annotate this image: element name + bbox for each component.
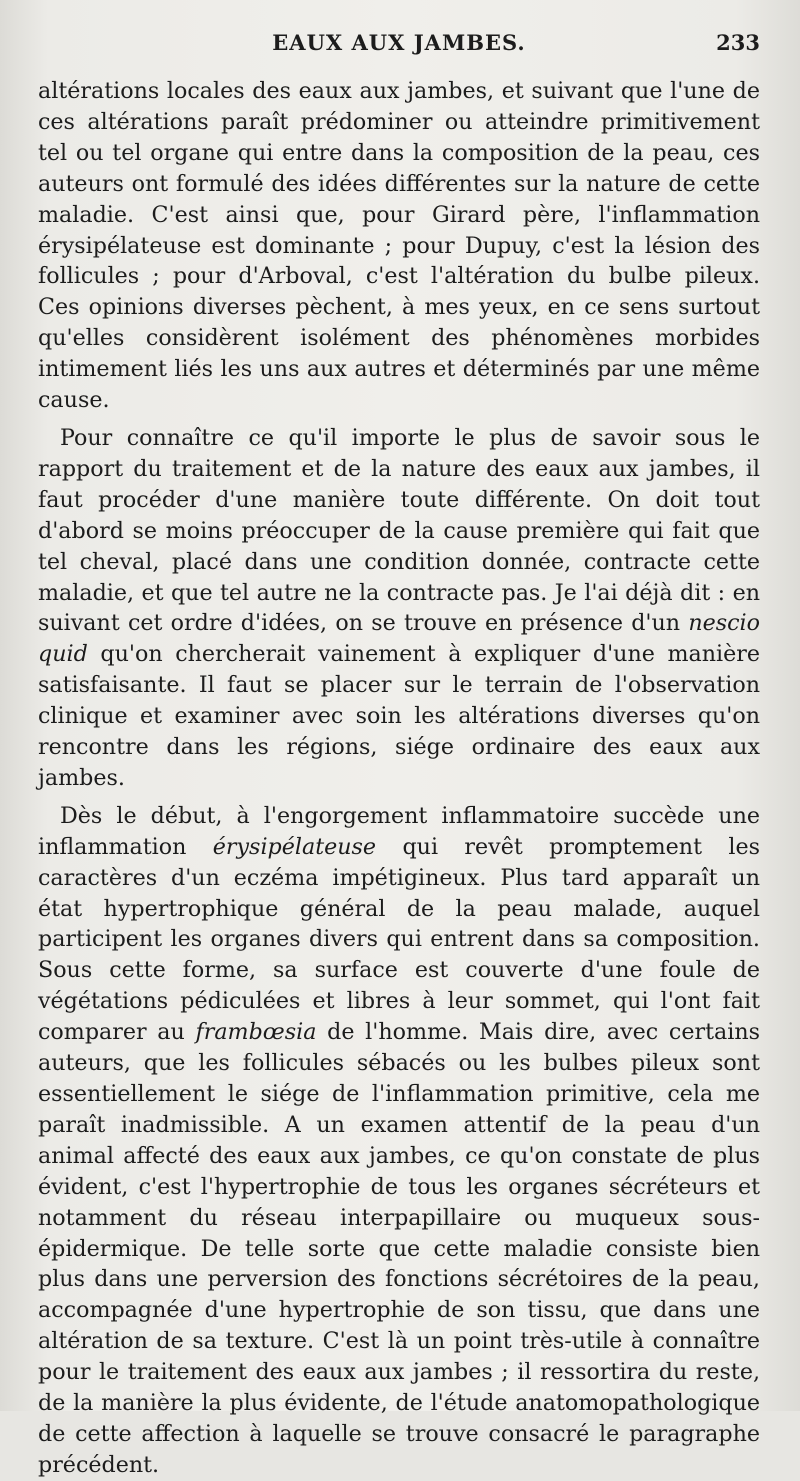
- page-header: [38, 30, 760, 60]
- paragraph-2: [38, 423, 760, 794]
- text-segment: Pour connaître ce qu'il importe le plus de savoir sous le rapport du traitement et de la nature des eaux aux jambes, il faut procéder d'une manière toute différente. On doit tout d'abord se moins préoccuper de la cause première qui fait que tel cheval, placé dans une condition donnée, contracte cette maladie, et que tel autre ne la contracte pas. Je l'ai déjà dit : en suivant cet ordre d'idées, on se trouve en présence d'un: [38, 424, 760, 637]
- italic-word-framboesia: frambœsia: [195, 1019, 317, 1046]
- page-number: 233: [716, 30, 760, 55]
- italic-word-erysipelateuse: érysipélateuse: [212, 833, 377, 860]
- text-segment: de l'homme. Mais dire, avec certains auteurs, que les follicules sébacés ou les bulbes pileux sont essentiellement le siége de l'inflammation primitive, cela me paraît inadmissible. A un examen attentif de la peau d'un animal affecté des eaux aux jambes, ce qu'on constate de plus évident, c'est l'hypertrophie de tous les organes sécréteurs et notamment du réseau interpapillaire ou muqueux sous-épidermique. De telle sorte que cette maladie consiste bien plus dans une perversion des fonctions sécrétoires de la peau, accompagnée d'une hypertrophie de son tissu, que dans une altération de sa texture. C'est là un point très-utile à connaître pour le traitement des eaux aux jambes ; il ressortira du reste, de la manière la plus évidente, de l'étude anatomopathologique de cette affection à laquelle se trouve consacré le paragraphe précédent.: [38, 1019, 760, 1478]
- text-segment: altérations locales des eaux aux jambes, et suivant que l'une de ces altérations paraît prédominer ou atteindre primitivement tel ou tel organe qui entre dans la composition de la peau, ces auteurs ont formulé des idées différentes sur la nature de cette maladie. C'est ainsi que, pour Girard père, l'inflammation érysipélateuse est dominante ; pour Dupuy, c'est la lésion des follicules ; pour d'Arboval, c'est l'altération du bulbe pileux. Ces opinions diverses pèchent, à mes yeux, en ce sens surtout qu'elles considèrent isolément des phénomènes morbides intimement liés les uns aux autres et déterminés par une même cause.: [38, 78, 760, 414]
- paragraph-1: [38, 76, 760, 416]
- italic-phrase-nescio-quid: nescio quid: [38, 610, 760, 668]
- running-title: EAUX AUX JAMBES.: [272, 30, 526, 55]
- text-segment: qui revêt promptement les caractères d'un eczéma impétigineux. Plus tard apparaît un état hypertrophique général de la peau malade, auquel participent les organes divers qui entrent dans sa composition. Sous cette forme, sa surface est couverte d'une foule de végétations pédiculées et libres à leur sommet, qui l'ont fait comparer au: [38, 833, 760, 1046]
- text-segment: qu'on chercherait vainement à expliquer d'une manière satisfaisante. Il faut se placer sur le terrain de l'observation clinique et examiner avec soin les altérations diverses qu'on rencontre dans les régions, siége ordinaire des eaux aux jambes.: [38, 641, 760, 791]
- text-segment: Dès le début, à l'engorgement inflammatoire succède une inflammation: [38, 802, 760, 860]
- paragraph-3: [38, 801, 760, 1481]
- body-text: [38, 76, 760, 1481]
